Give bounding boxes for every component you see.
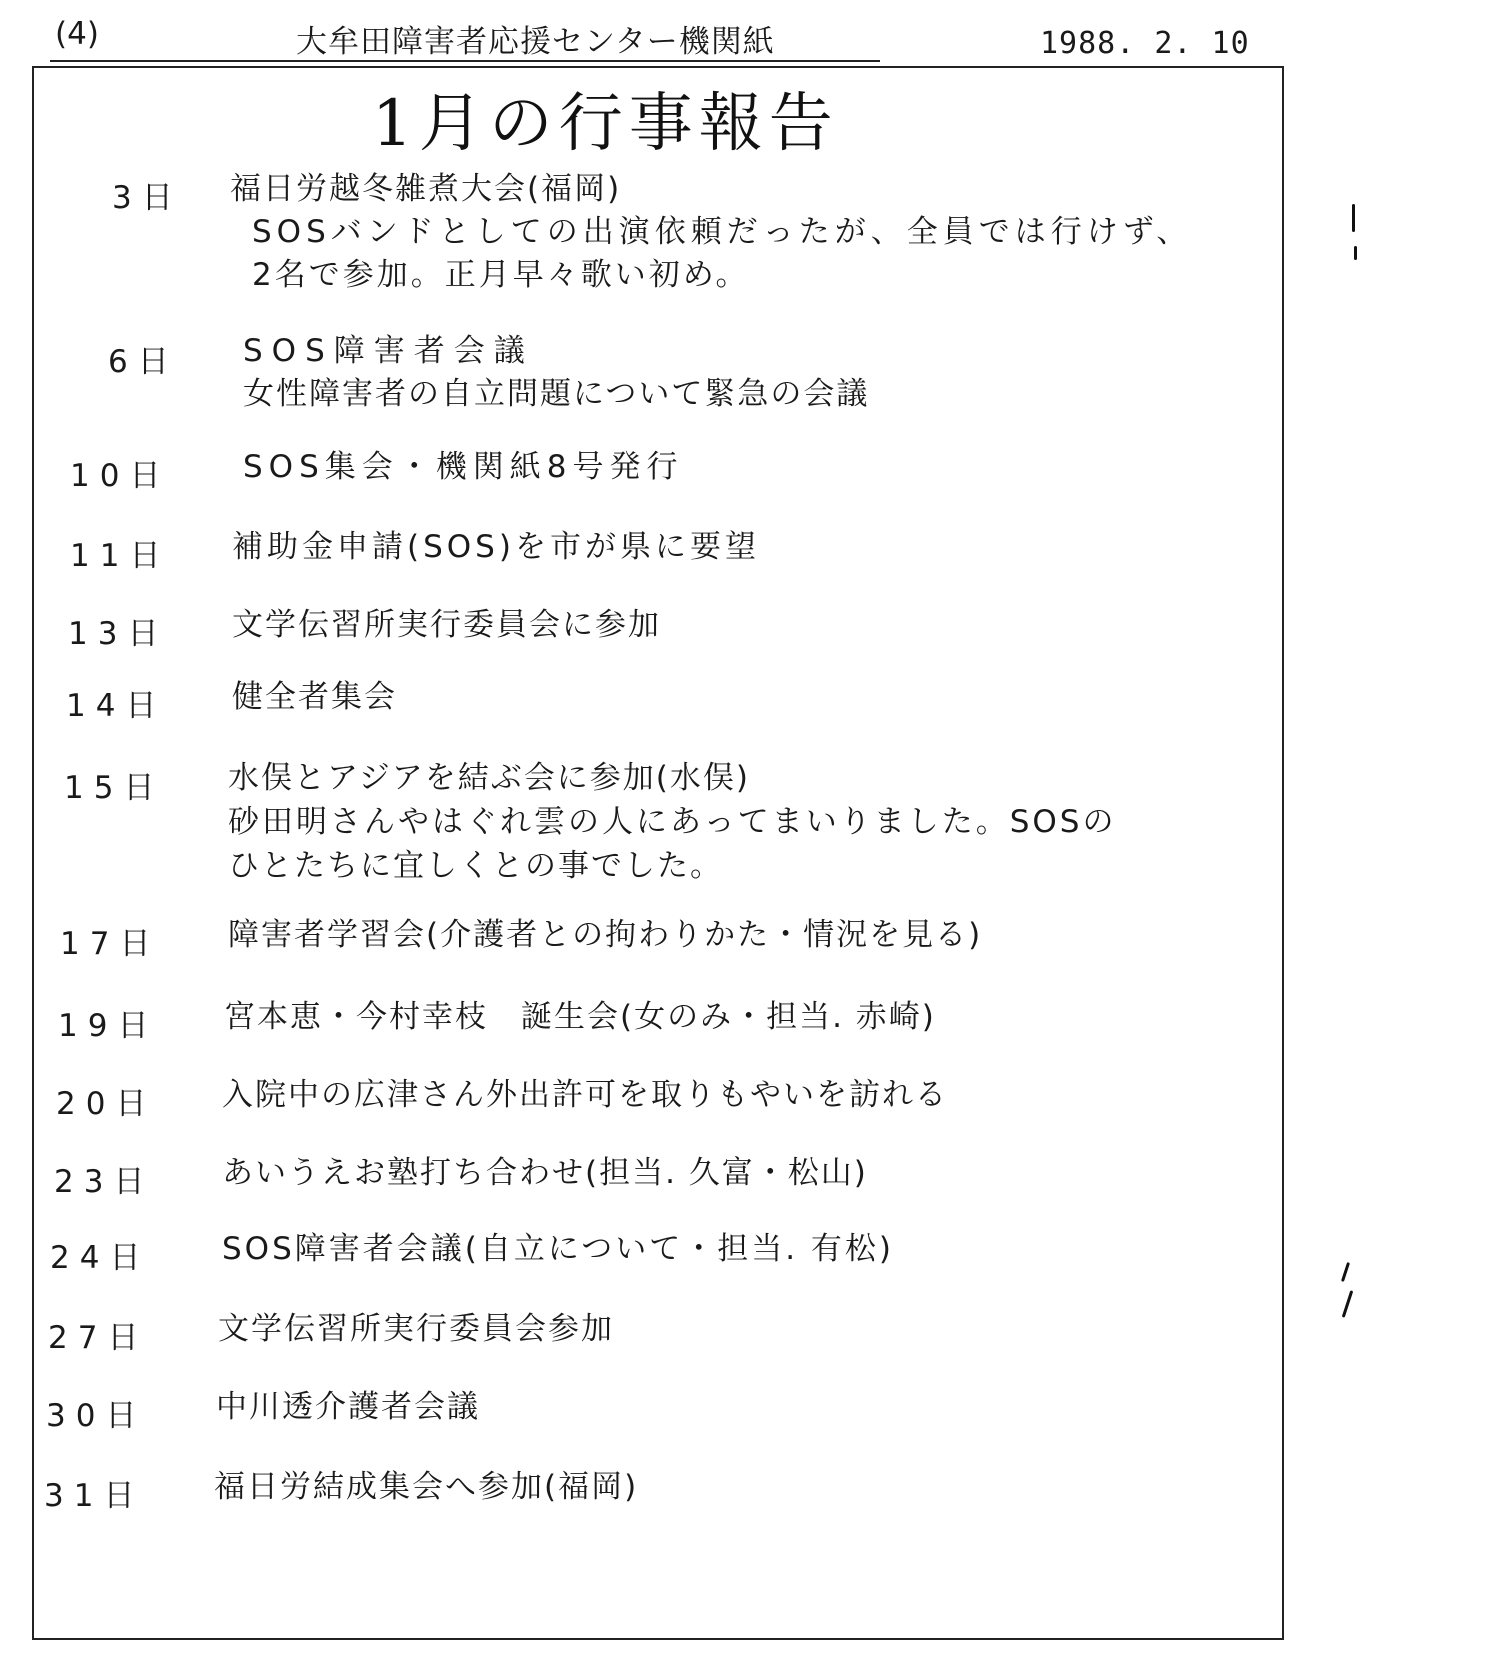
event-day: 30日 <box>46 1398 147 1434</box>
event-line: 福日労越冬雑煮大会(福岡) <box>230 171 622 207</box>
event-entry <box>218 1308 614 1351</box>
event-entry <box>243 330 869 416</box>
event-entry <box>243 446 683 489</box>
event-line: SOS障害者会議(自立について・担当. 有松) <box>222 1231 895 1267</box>
event-entry <box>222 1152 868 1195</box>
event-entry <box>228 756 1116 888</box>
event-day: 23日 <box>54 1164 155 1200</box>
event-line: SOS集会・機関紙8号発行 <box>243 449 684 485</box>
event-line: ひとたちに宜しくとの事でした。 <box>228 848 723 884</box>
event-entry <box>216 1386 480 1429</box>
publication-date: 1988. 2. 10 <box>1040 26 1250 61</box>
scan-mark <box>1342 1290 1354 1318</box>
event-line: 女性障害者の自立問題について緊急の会議 <box>243 376 870 412</box>
event-entry <box>232 604 661 647</box>
event-line: 砂田明さんやはぐれ雲の人にあってまいりました。SOSの <box>228 804 1117 840</box>
event-line: 中川透介護者会議 <box>216 1389 480 1425</box>
event-day: 6日 <box>108 344 179 380</box>
event-day: 24日 <box>50 1240 151 1276</box>
event-line: 入院中の広津さん外出許可を取りもやいを訪れる <box>222 1077 948 1113</box>
event-line: 文学伝習所実行委員会に参加 <box>232 607 661 643</box>
scan-mark <box>1352 204 1355 232</box>
event-line: あいうえお塾打ち合わせ(担当. 久富・松山) <box>222 1155 868 1191</box>
event-day: 17日 <box>60 926 161 962</box>
event-entry <box>232 676 397 719</box>
event-day: 15日 <box>64 770 165 806</box>
event-day: 19日 <box>58 1008 159 1044</box>
publication-name: 大牟田障害者応援センター機関紙 <box>296 24 775 60</box>
event-line: SOS障害者会議 <box>243 333 534 369</box>
event-day: 3日 <box>112 180 183 216</box>
scan-mark <box>1341 1262 1350 1282</box>
event-entry <box>230 168 1192 297</box>
event-line: 健全者集会 <box>232 679 397 715</box>
event-line: 2名で参加。正月早々歌い初め。 <box>252 257 750 293</box>
event-entry <box>228 914 982 957</box>
event-day: 31日 <box>44 1478 145 1514</box>
event-entry <box>232 526 760 569</box>
event-line: 宮本恵・今村幸枝 誕生会(女のみ・担当. 赤崎) <box>224 999 936 1035</box>
event-entry <box>214 1466 638 1509</box>
event-line: 福日労結成集会へ参加(福岡) <box>214 1469 639 1505</box>
event-day: 20日 <box>56 1086 157 1122</box>
event-day: 14日 <box>66 688 167 724</box>
header-rule <box>50 60 880 62</box>
event-line: 補助金申請(SOS)を市が県に要望 <box>232 529 760 565</box>
event-line: 障害者学習会(介護者との拘わりかた・情況を見る) <box>228 917 983 953</box>
article-title: 1月の行事報告 <box>372 87 839 161</box>
event-day: 11日 <box>70 538 171 574</box>
event-entry <box>222 1074 948 1117</box>
scan-mark <box>1354 246 1357 260</box>
event-line: SOSバンドとしての出演依頼だったが、全員では行けず、 <box>252 214 1193 250</box>
event-day: 13日 <box>68 616 169 652</box>
newsletter-header <box>0 10 1500 60</box>
event-entry <box>222 1228 894 1271</box>
event-day: 27日 <box>48 1320 149 1356</box>
event-line: 文学伝習所実行委員会参加 <box>218 1311 614 1347</box>
event-line: 水俣とアジアを結ぶ会に参加(水俣) <box>228 760 750 796</box>
event-day: 10日 <box>70 458 171 494</box>
event-entry <box>224 996 936 1039</box>
page-number: (4) <box>55 16 99 52</box>
